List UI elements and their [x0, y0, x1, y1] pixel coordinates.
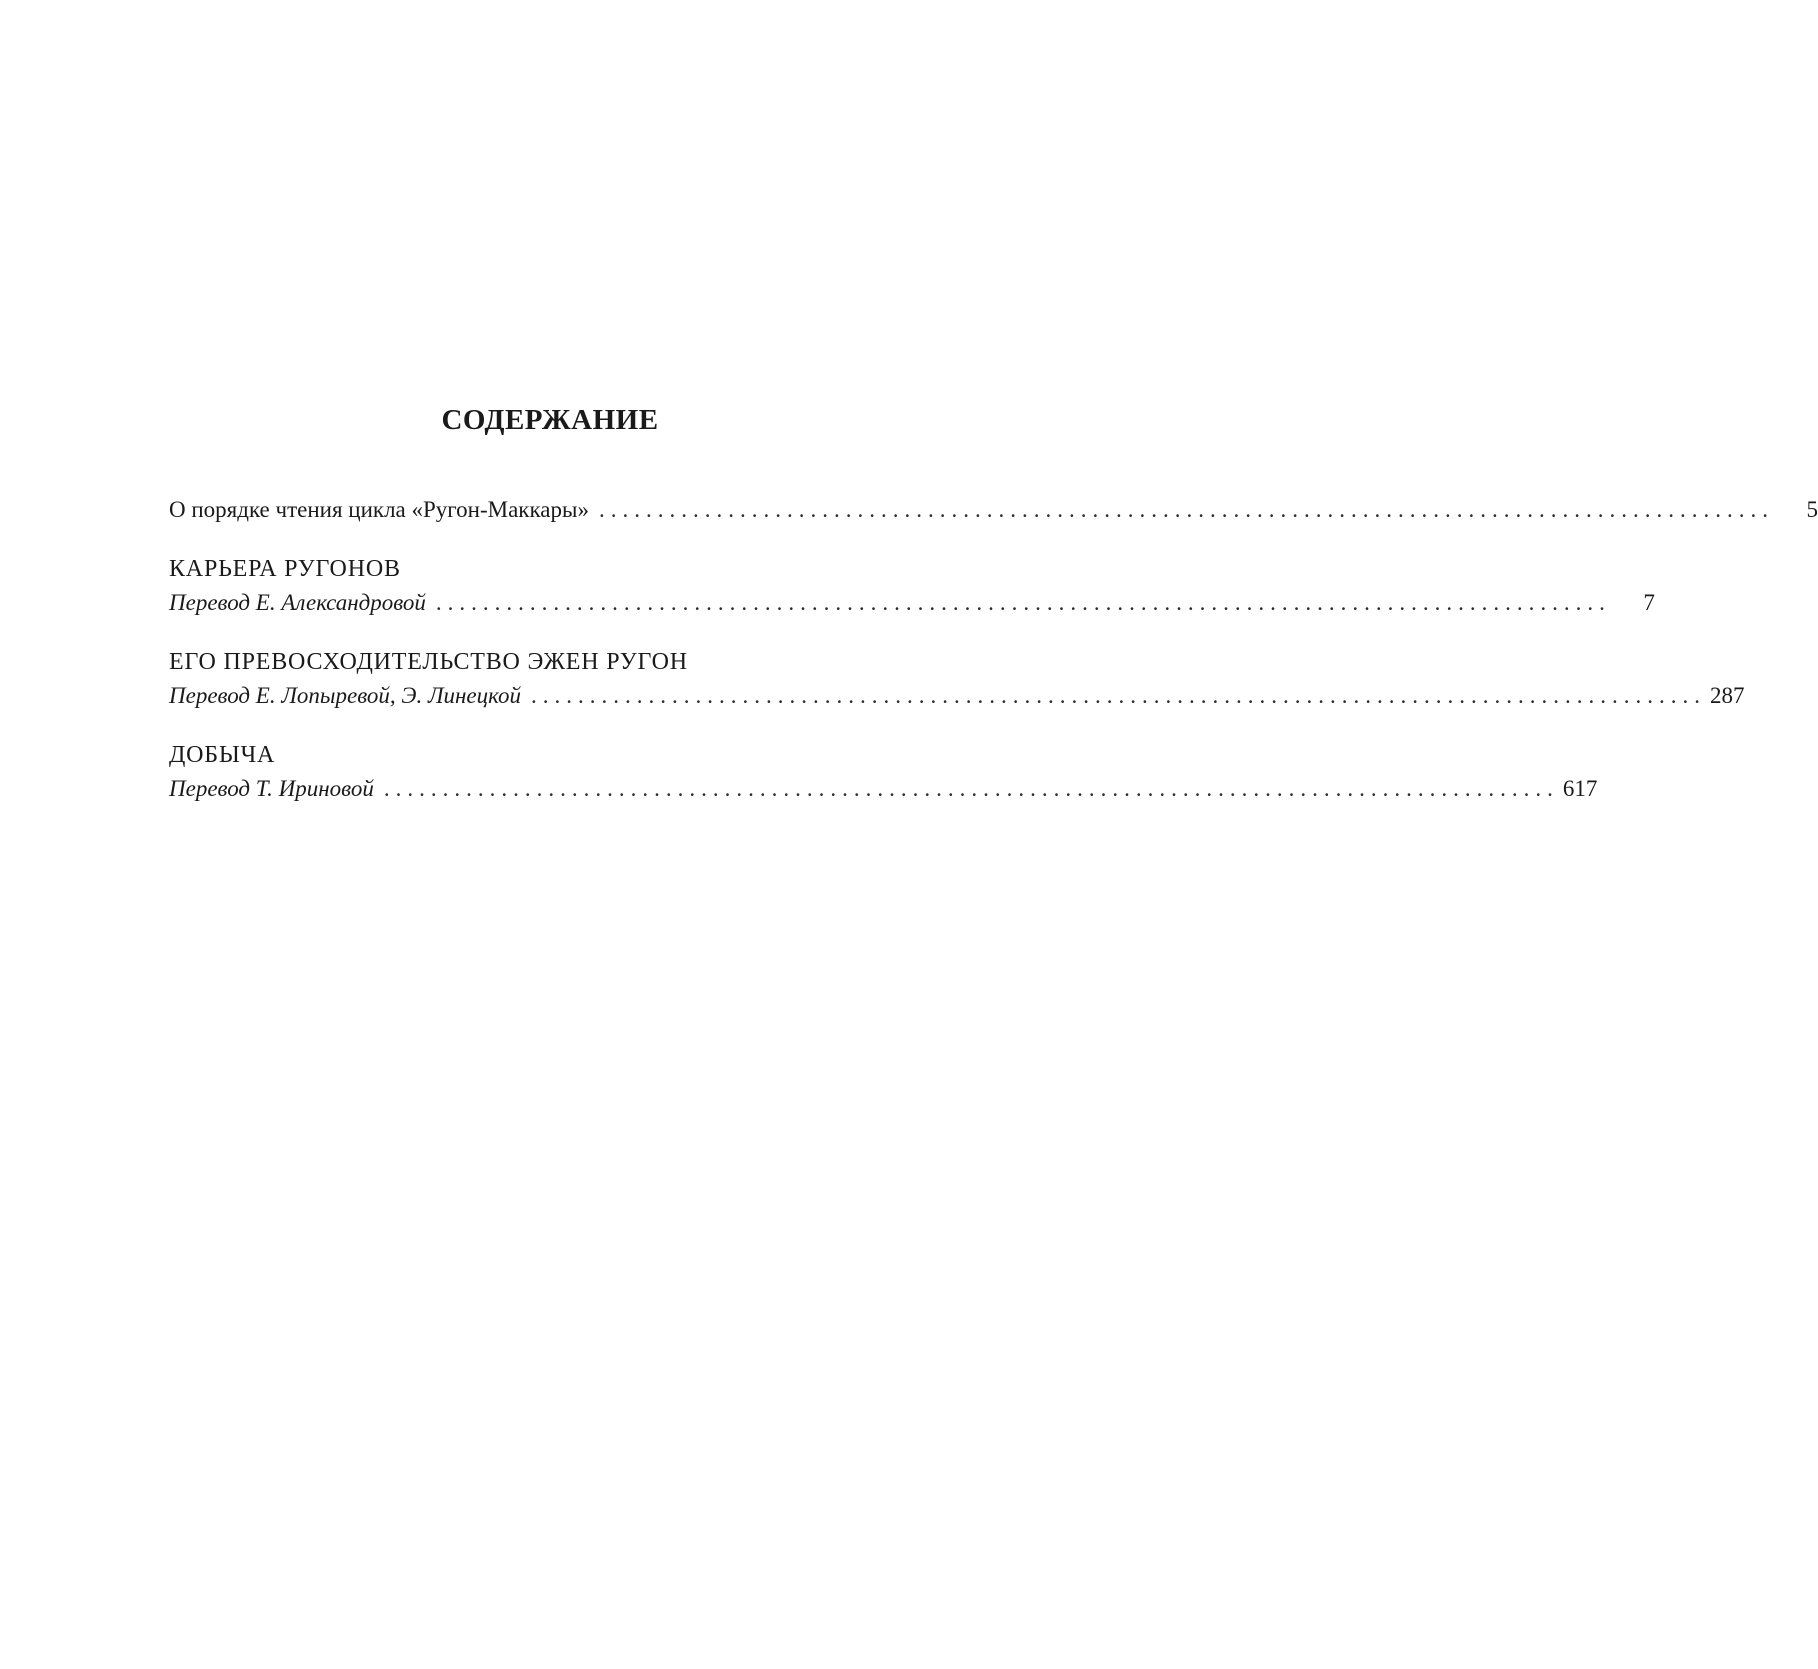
toc-entry [169, 646, 1745, 712]
toc-entry-heading: ДОБЫЧА [169, 742, 276, 768]
toc-entry-line [169, 679, 1745, 712]
toc-entry-translator: Перевод Е. Александровой [169, 590, 426, 615]
dot-leader: .................................................................................................... [531, 683, 1707, 708]
toc-title: СОДЕРЖАНИЕ [441, 404, 659, 436]
toc-page-number: 617 [1562, 776, 1598, 801]
toc-entry-line [169, 493, 1818, 526]
toc-entry-translator: Перевод Е. Лопыревой, Э. Линецкой [169, 683, 522, 708]
toc-entry-translator: Перевод Т. Ириновой [169, 776, 374, 801]
toc-entry-line [169, 586, 1655, 619]
toc-entry [169, 493, 1818, 526]
dot-leader: .................................................................................................... [435, 590, 1611, 615]
toc-entry-label: О порядке чтения цикла «Ругон-Маккары» [169, 497, 589, 522]
toc-page-number: 5 [1806, 497, 1818, 522]
toc-list [169, 493, 1818, 805]
toc-entry [169, 553, 1655, 619]
toc-page-number: 287 [1710, 683, 1745, 708]
dot-leader: .................................................................................................... [598, 497, 1774, 522]
toc-entry [169, 739, 1598, 805]
toc-page-number: 7 [1643, 590, 1655, 615]
dot-leader: .................................................................................................... [383, 776, 1559, 801]
toc-entry-heading: ЕГО ПРЕВОСХОДИТЕЛЬСТВО ЭЖЕН РУГОН [169, 649, 688, 675]
toc-entry-line [169, 772, 1598, 805]
toc-entry-heading: КАРЬЕРА РУГОНОВ [169, 556, 401, 582]
